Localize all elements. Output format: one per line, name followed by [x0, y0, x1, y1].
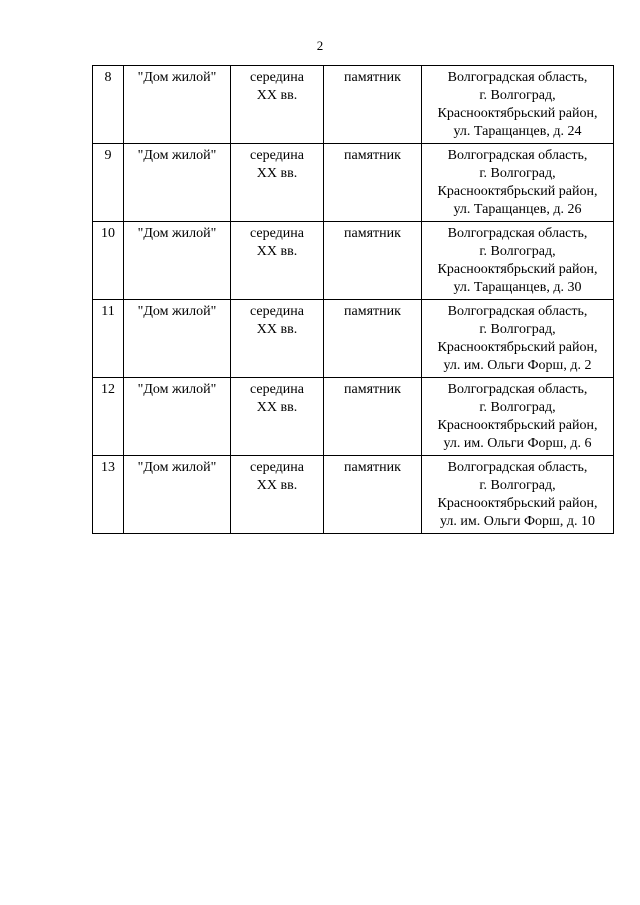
address-line: Волгоградская область,	[447, 148, 588, 163]
object-name: "Дом жилой"	[124, 222, 231, 300]
object-category: памятник	[324, 378, 422, 456]
object-category: памятник	[324, 456, 422, 534]
object-name: "Дом жилой"	[124, 300, 231, 378]
object-address	[422, 66, 614, 144]
address-line: Краснооктябрьский район,	[437, 418, 598, 433]
table-row	[93, 456, 614, 534]
address-line: ул. им. Ольги Форш, д. 6	[443, 436, 592, 451]
object-name: "Дом жилой"	[124, 456, 231, 534]
row-number: 10	[93, 222, 124, 300]
object-period	[231, 144, 324, 222]
period-line: середина	[250, 70, 304, 85]
table-row	[93, 300, 614, 378]
row-number: 8	[93, 66, 124, 144]
address-line: ул. им. Ольги Форш, д. 10	[440, 514, 595, 529]
period-line: XX вв.	[256, 400, 298, 415]
object-name: "Дом жилой"	[124, 144, 231, 222]
table-row	[93, 378, 614, 456]
object-period	[231, 222, 324, 300]
object-period	[231, 456, 324, 534]
period-line: XX вв.	[256, 166, 298, 181]
object-address	[422, 378, 614, 456]
address-line: Волгоградская область,	[447, 460, 588, 475]
period-line: XX вв.	[256, 478, 298, 493]
address-line: ул. Таращанцев, д. 24	[453, 124, 582, 139]
object-period	[231, 66, 324, 144]
address-line: г. Волгоград,	[479, 166, 556, 181]
object-period	[231, 378, 324, 456]
object-category: памятник	[324, 144, 422, 222]
address-line: г. Волгоград,	[479, 88, 556, 103]
period-line: XX вв.	[256, 88, 298, 103]
heritage-table	[92, 65, 614, 534]
address-line: г. Волгоград,	[479, 478, 556, 493]
address-line: Краснооктябрьский район,	[437, 262, 598, 277]
object-name: "Дом жилой"	[124, 378, 231, 456]
table-row	[93, 66, 614, 144]
address-line: Волгоградская область,	[447, 70, 588, 85]
period-line: середина	[250, 382, 304, 397]
address-line: Волгоградская область,	[447, 304, 588, 319]
address-line: Краснооктябрьский район,	[437, 496, 598, 511]
row-number: 9	[93, 144, 124, 222]
row-number: 12	[93, 378, 124, 456]
address-line: Краснооктябрьский район,	[437, 340, 598, 355]
object-address	[422, 456, 614, 534]
row-number: 11	[93, 300, 124, 378]
object-name: "Дом жилой"	[124, 66, 231, 144]
period-line: XX вв.	[256, 244, 298, 259]
object-address	[422, 222, 614, 300]
address-line: г. Волгоград,	[479, 400, 556, 415]
heritage-table-body	[93, 66, 614, 534]
table-row	[93, 222, 614, 300]
address-line: ул. Таращанцев, д. 26	[453, 202, 582, 217]
period-line: XX вв.	[256, 322, 298, 337]
address-line: г. Волгоград,	[479, 244, 556, 259]
object-address	[422, 300, 614, 378]
address-line: Краснооктябрьский район,	[437, 184, 598, 199]
address-line: ул. им. Ольги Форш, д. 2	[443, 358, 592, 373]
period-line: середина	[250, 304, 304, 319]
period-line: середина	[250, 226, 304, 241]
object-category: памятник	[324, 66, 422, 144]
period-line: середина	[250, 148, 304, 163]
address-line: г. Волгоград,	[479, 322, 556, 337]
row-number: 13	[93, 456, 124, 534]
address-line: Краснооктябрьский район,	[437, 106, 598, 121]
object-category: памятник	[324, 222, 422, 300]
table-row	[93, 144, 614, 222]
object-category: памятник	[324, 300, 422, 378]
address-line: Волгоградская область,	[447, 382, 588, 397]
page-number: 2	[316, 38, 324, 53]
object-address	[422, 144, 614, 222]
address-line: ул. Таращанцев, д. 30	[453, 280, 582, 295]
address-line: Волгоградская область,	[447, 226, 588, 241]
object-period	[231, 300, 324, 378]
period-line: середина	[250, 460, 304, 475]
